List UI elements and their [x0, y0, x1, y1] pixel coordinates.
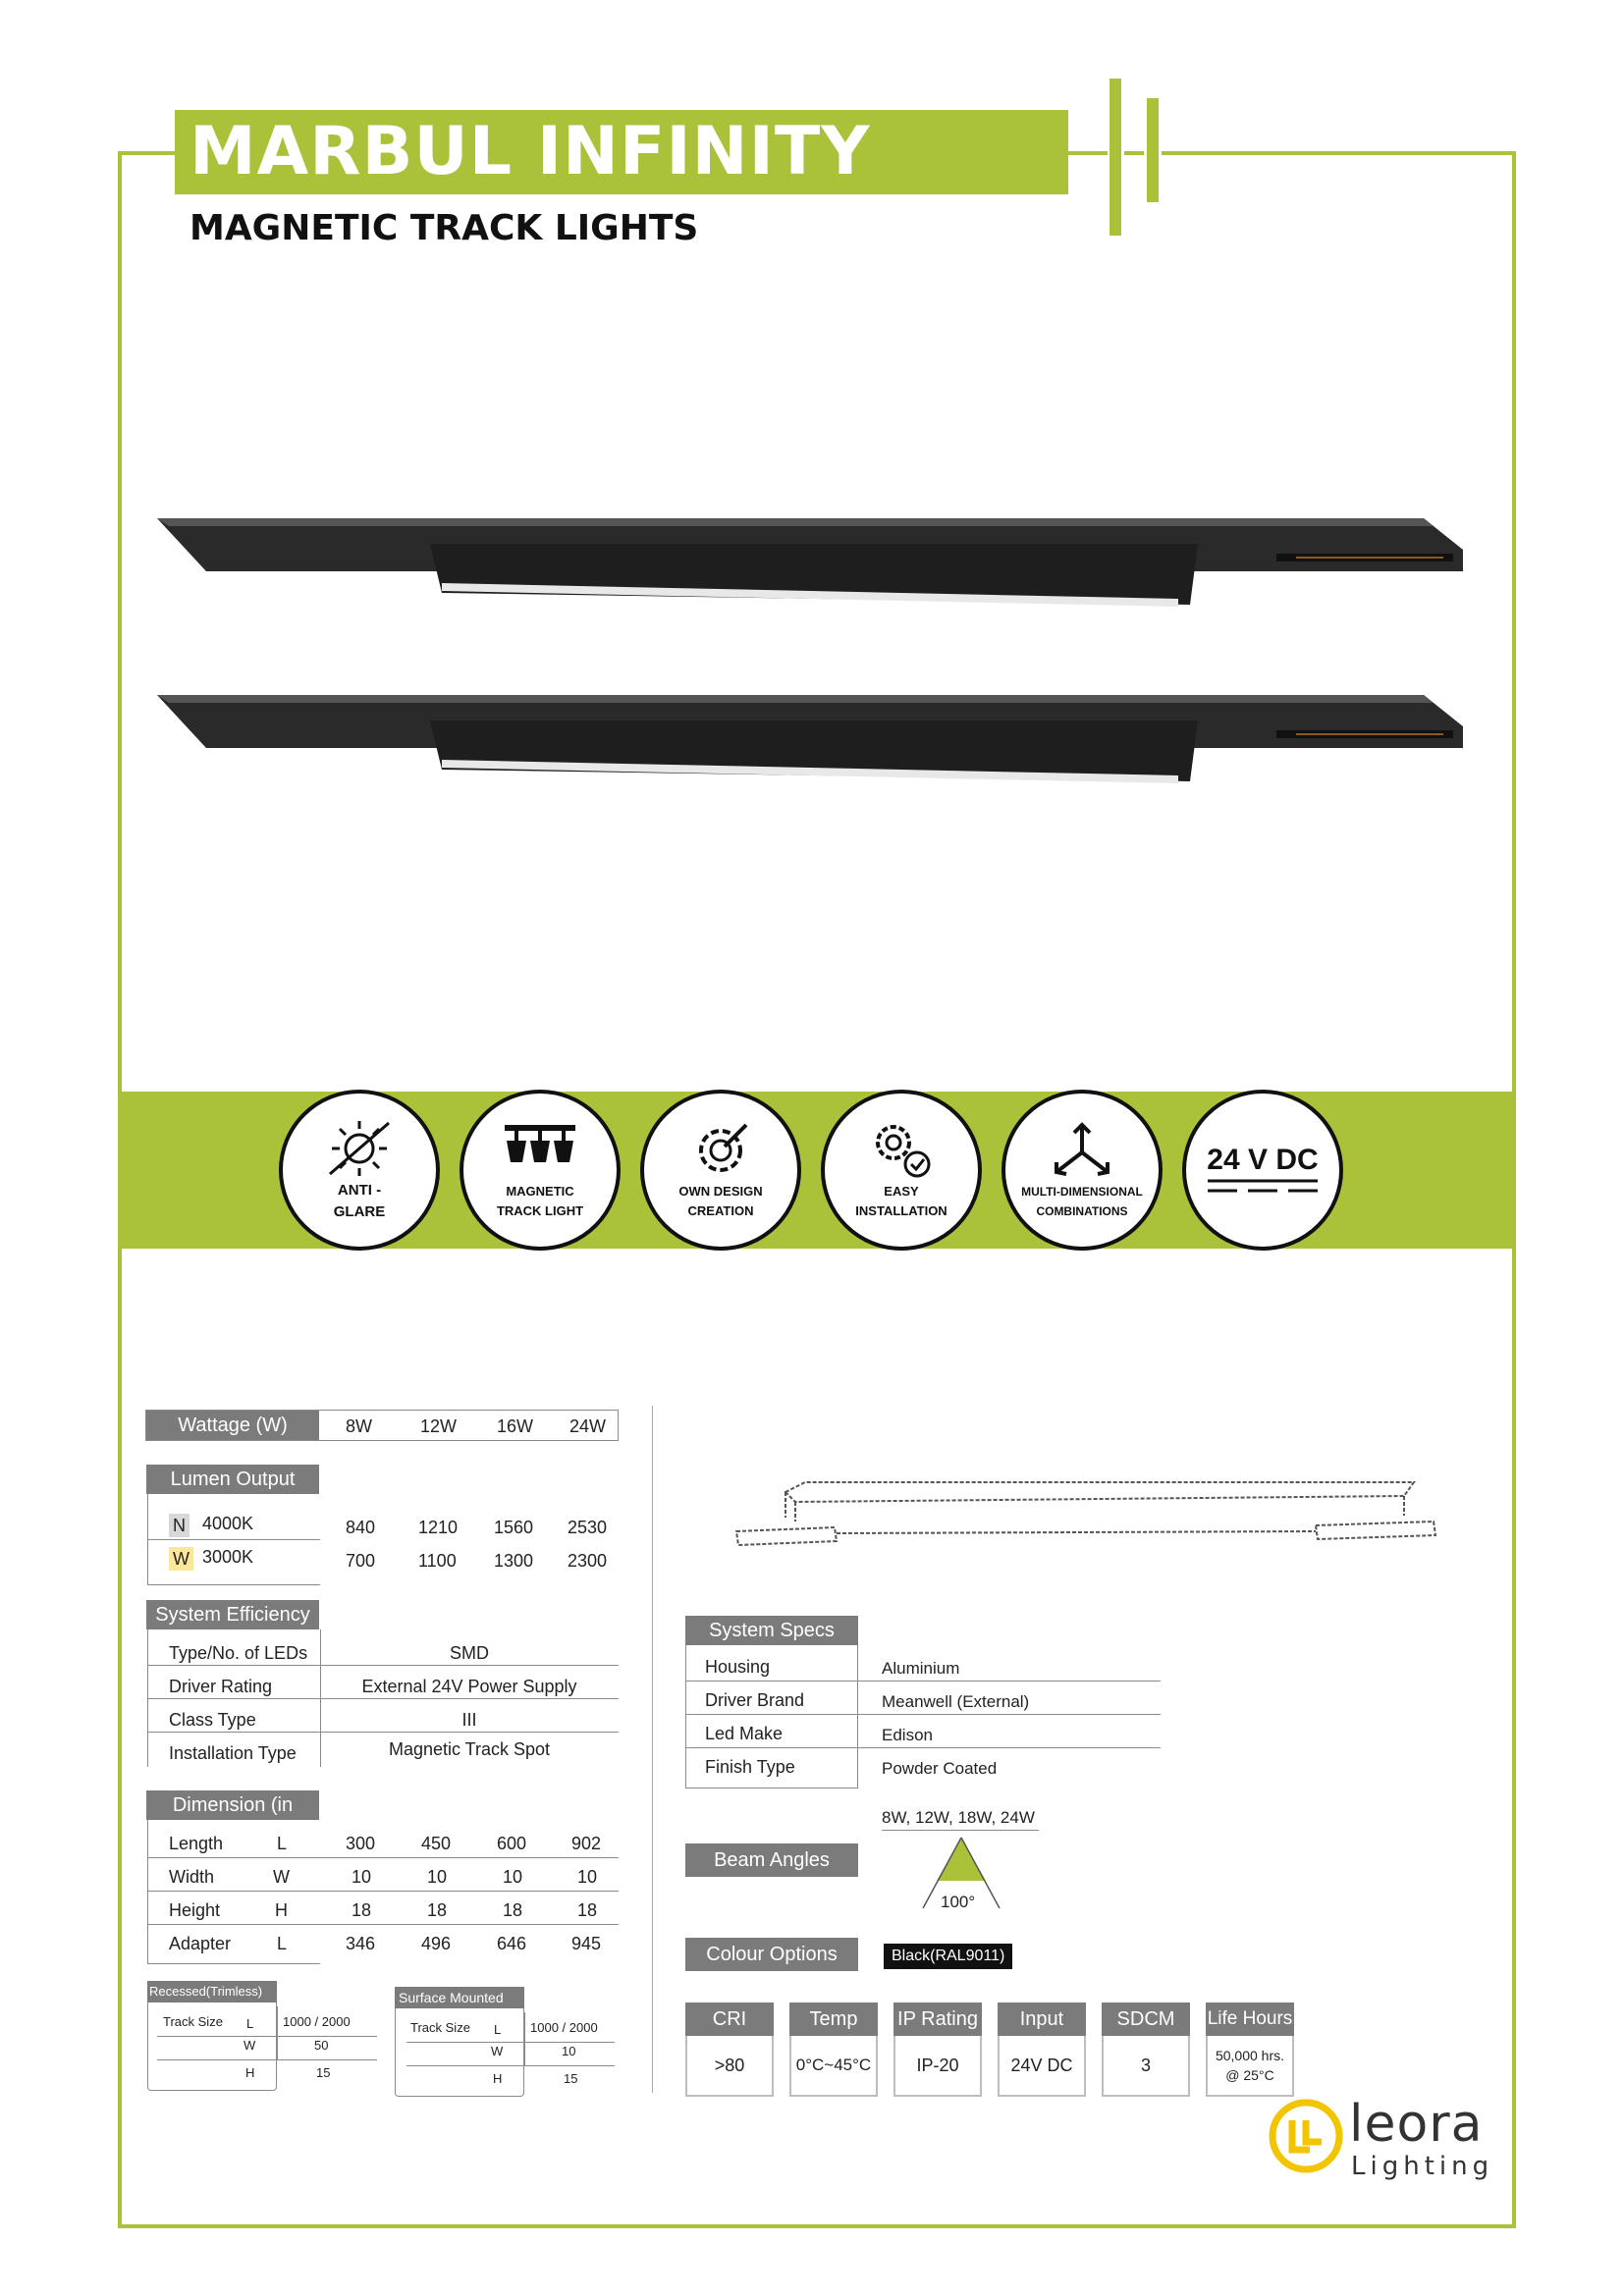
- anti-glare-icon: [320, 1117, 399, 1180]
- surface-divider: [524, 2012, 525, 2065]
- beam-header: Beam Angles: [685, 1843, 858, 1877]
- recessed-symbol: W: [244, 2038, 256, 2053]
- system-specs-value: Powder Coated: [882, 1759, 998, 1778]
- feature-label: OWN DESIGN CREATION: [678, 1184, 763, 1218]
- dimension-value: 496: [421, 1934, 452, 1953]
- dimension-symbol: L: [277, 1934, 288, 1953]
- efficiency-value: III: [461, 1710, 477, 1730]
- dimension-value: 346: [346, 1934, 376, 1953]
- surface-symbol: W: [491, 2044, 504, 2058]
- badge-input-label: Input: [998, 2002, 1086, 2036]
- dimension-left-border: [147, 1820, 148, 1963]
- badge-sdcm-label: SDCM: [1102, 2002, 1190, 2036]
- lumen-tag-n: N: [169, 1514, 189, 1537]
- lumen-header: Lumen Output: [146, 1465, 319, 1494]
- recessed-rule: [157, 2059, 377, 2060]
- efficiency-rule: [147, 1732, 619, 1733]
- frame-top-right: [1162, 151, 1516, 155]
- frame-top-mid2: [1124, 151, 1144, 155]
- feature-voltage: [1182, 1090, 1343, 1251]
- surface-value: 10: [562, 2044, 576, 2058]
- dimension-value: 600: [497, 1834, 527, 1853]
- beam-wattages: 8W, 12W, 18W, 24W: [882, 1808, 1035, 1827]
- surface-key: Track Size: [410, 2020, 470, 2035]
- own-design-icon: [681, 1119, 760, 1182]
- dc-symbol-icon: [1204, 1177, 1322, 1197]
- recessed-value: 15: [316, 2065, 331, 2080]
- lumen-value: 1560: [494, 1518, 534, 1537]
- surface-rule: [406, 2065, 615, 2066]
- badge-cri-label: CRI: [685, 2002, 774, 2036]
- dimension-value: 300: [346, 1834, 376, 1853]
- dimension-value: 18: [427, 1900, 448, 1920]
- system-specs-key: Finish Type: [705, 1757, 795, 1777]
- badge-cri-box: [685, 2036, 774, 2097]
- dimension-key: Width: [169, 1867, 215, 1887]
- brand-name: leora: [1349, 2095, 1484, 2154]
- product-image-bottom: [157, 687, 1463, 795]
- efficiency-rule: [147, 1665, 619, 1666]
- page-title: MARBUL INFINITY: [189, 113, 871, 190]
- badge-life-label: Life Hours: [1206, 2002, 1294, 2036]
- feature-magnetic-track-light: [460, 1090, 621, 1251]
- system-specs-rule: [685, 1747, 1161, 1748]
- column-divider: [652, 1406, 653, 2093]
- voltage-icon: 24 V DC: [1207, 1144, 1319, 1176]
- recessed-rule: [157, 2036, 377, 2037]
- dimension-value: 646: [497, 1934, 527, 1953]
- dimension-rule: [147, 1891, 619, 1892]
- surface-value: 1000 / 2000: [530, 2020, 598, 2035]
- dimension-header: Dimension (in mm): [146, 1790, 319, 1820]
- lumen-rule: [147, 1584, 320, 1585]
- frame-bottom: [118, 2224, 1516, 2228]
- feature-anti-glare: [279, 1090, 440, 1251]
- frame-top-mid: [1068, 151, 1108, 155]
- beam-rule: [882, 1830, 1039, 1831]
- product-image-top: [157, 510, 1463, 618]
- wattage-value: 8W: [346, 1416, 372, 1436]
- dimension-rule: [147, 1963, 320, 1964]
- lumen-tag-w: W: [169, 1547, 193, 1571]
- dimension-value: 10: [352, 1867, 372, 1887]
- surface-rule: [406, 2042, 615, 2043]
- surface-value: 15: [564, 2071, 578, 2086]
- wattage-value: 24W: [569, 1416, 607, 1436]
- lumen-rule: [147, 1539, 320, 1540]
- lumen-value: 840: [346, 1518, 376, 1537]
- multi-dimensional-icon: [1043, 1119, 1121, 1182]
- efficiency-value: SMD: [450, 1643, 489, 1663]
- efficiency-value: Magnetic Track Spot: [388, 1739, 551, 1759]
- beam-angle-value: 100°: [941, 1893, 976, 1911]
- magnetic-track-light-icon: [501, 1119, 579, 1182]
- surface-symbol: L: [494, 2022, 502, 2037]
- system-specs-key: Led Make: [705, 1724, 784, 1743]
- feature-multi-dimensional: [1001, 1090, 1163, 1251]
- feature-label: MULTI-DIMENSIONAL COMBINATIONS: [1021, 1185, 1143, 1218]
- system-specs-value: Aluminium: [882, 1659, 960, 1678]
- dimension-symbol: W: [273, 1867, 290, 1887]
- brand-sub: Lighting: [1351, 2152, 1494, 2181]
- page-subtitle: MAGNETIC TRACK LIGHTS: [189, 208, 699, 248]
- badge-life-box: [1206, 2036, 1294, 2097]
- colour-header: Colour Options: [685, 1938, 858, 1971]
- accent-bar-1: [1110, 79, 1121, 236]
- lumen-value: 1100: [418, 1551, 457, 1571]
- badge-ip-box: [893, 2036, 982, 2097]
- badge-life-value: 50,000 hrs. @ 25°C: [1215, 2048, 1285, 2083]
- recessed-symbol: L: [246, 2016, 254, 2031]
- recessed-value: 50: [314, 2038, 329, 2053]
- dimension-key: Height: [169, 1900, 221, 1920]
- lumen-value: 1210: [418, 1518, 459, 1537]
- dimension-value: 10: [503, 1867, 523, 1887]
- badge-sdcm-box: [1102, 2036, 1190, 2097]
- efficiency-header: System Efficiency: [146, 1600, 319, 1629]
- efficiency-key: Driver Rating: [169, 1677, 273, 1696]
- efficiency-key: Installation Type: [169, 1743, 297, 1763]
- badge-sdcm-value: 3: [1140, 2056, 1151, 2075]
- dimension-value: 945: [571, 1934, 602, 1953]
- dimension-key: Length: [169, 1834, 224, 1853]
- dimension-value: 18: [577, 1900, 598, 1920]
- badge-ip-label: IP Rating: [893, 2002, 982, 2036]
- efficiency-key: Class Type: [169, 1710, 256, 1730]
- system-specs-rule: [685, 1714, 1161, 1715]
- efficiency-rule: [147, 1698, 619, 1699]
- dimension-rule: [147, 1924, 619, 1925]
- dimension-value: 10: [577, 1867, 598, 1887]
- badge-ip-value: IP-20: [916, 2056, 959, 2075]
- system-specs-key: Driver Brand: [705, 1690, 805, 1710]
- efficiency-key: Type/No. of LEDs: [169, 1643, 308, 1663]
- dimension-symbol: L: [277, 1834, 288, 1853]
- surface-header: Surface Mounted: [395, 1987, 524, 2008]
- badge-cri-value: >80: [714, 2056, 745, 2075]
- recessed-header: Recessed(Trimless): [147, 1981, 277, 2002]
- frame-top-left: [118, 151, 177, 155]
- badge-input-value: 24V DC: [1010, 2056, 1073, 2075]
- accent-bar-2: [1147, 98, 1159, 202]
- badge-temp-value: 0°C~45°C: [795, 2056, 872, 2074]
- colour-swatch: Black(RAL9011): [884, 1944, 1012, 1969]
- product-line-drawing: [727, 1463, 1453, 1571]
- system-specs-header: System Specs: [685, 1616, 858, 1645]
- feature-own-design: [640, 1090, 801, 1251]
- dimension-value: 18: [503, 1900, 523, 1920]
- dimension-rule: [147, 1857, 619, 1858]
- system-specs-value: Edison: [882, 1726, 933, 1744]
- leora-logo-icon: [1267, 2097, 1345, 2175]
- system-specs-rule: [685, 1681, 1161, 1682]
- feature-label: MAGNETIC TRACK LIGHT: [496, 1184, 584, 1218]
- wattage-header: Wattage (W): [146, 1411, 319, 1440]
- feature-easy-installation: [821, 1090, 982, 1251]
- wattage-value: 16W: [497, 1416, 534, 1436]
- lumen-value: 700: [346, 1551, 376, 1571]
- system-specs-key: Housing: [705, 1657, 771, 1677]
- dimension-value: 18: [352, 1900, 372, 1920]
- recessed-symbol: H: [245, 2065, 255, 2080]
- system-specs-value: Meanwell (External): [882, 1692, 1030, 1711]
- feature-label: ANTI - GLARE: [333, 1182, 386, 1220]
- dimension-key: Adapter: [169, 1934, 232, 1953]
- surface-symbol: H: [493, 2071, 503, 2086]
- recessed-key: Track Size: [163, 2014, 223, 2029]
- frame-right: [1512, 151, 1516, 2228]
- dimension-value: 10: [427, 1867, 448, 1887]
- dimension-value: 450: [421, 1834, 452, 1853]
- recessed-divider: [277, 2006, 278, 2059]
- badge-input-box: [998, 2036, 1086, 2097]
- badge-temp-box: [789, 2036, 878, 2097]
- wattage-value: 12W: [420, 1416, 458, 1436]
- badge-temp-label: Temp: [789, 2002, 878, 2036]
- lumen-value: 2530: [568, 1518, 608, 1537]
- dimension-symbol: H: [275, 1900, 288, 1920]
- recessed-value: 1000 / 2000: [283, 2014, 351, 2029]
- lumen-value: 1300: [494, 1551, 534, 1571]
- lumen-cct: 4000K: [202, 1514, 254, 1533]
- dimension-value: 902: [571, 1834, 602, 1853]
- lumen-value: 2300: [568, 1551, 608, 1571]
- feature-label: EASY INSTALLATION: [855, 1184, 947, 1218]
- easy-installation-icon: [862, 1119, 941, 1182]
- efficiency-value: External 24V Power Supply: [361, 1677, 577, 1696]
- lumen-cct: 3000K: [202, 1547, 254, 1567]
